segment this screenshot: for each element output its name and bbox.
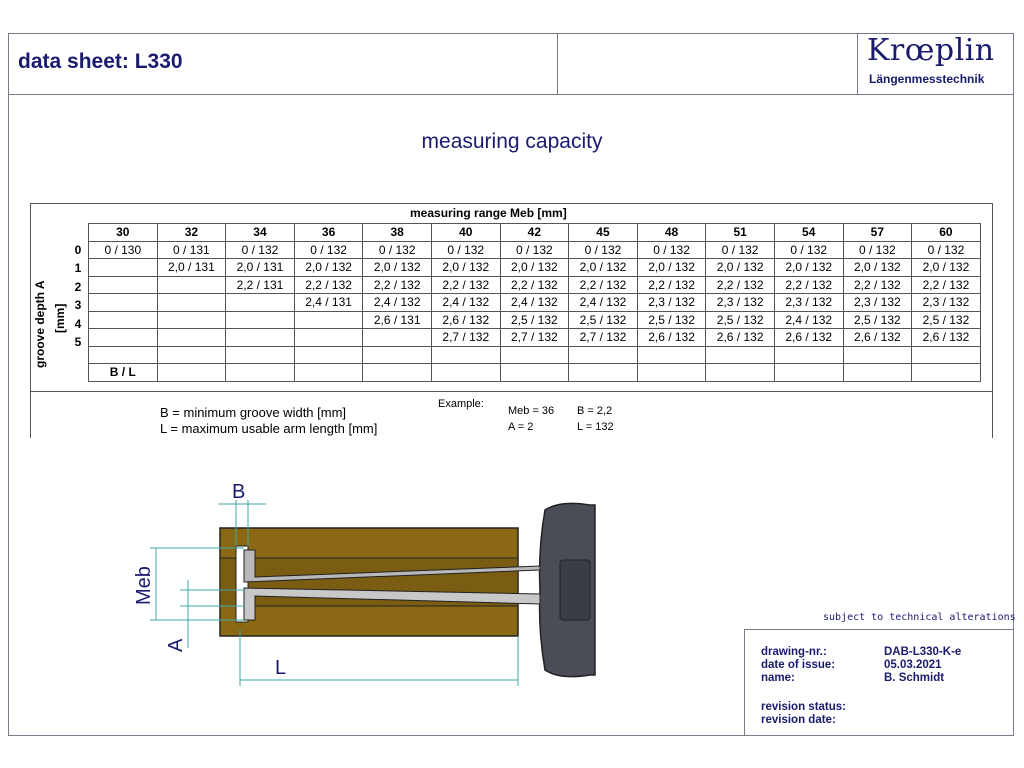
table-cell: 2,6 / 132 [706,329,775,347]
revision-date-label: revision date: [761,714,836,726]
table-cell: 0 / 132 [843,241,912,259]
table-row [89,364,981,382]
table-cell [706,364,775,382]
table-cell: 2,0 / 132 [912,259,981,277]
table-row [89,329,981,347]
issue-date: 05.03.2021 [884,659,942,671]
table-cell: 2,0 / 131 [157,259,226,277]
table-cell [89,329,158,347]
table-cell: 2,2 / 132 [843,276,912,294]
table-cell [89,346,158,364]
table-cell: 0 / 132 [363,241,432,259]
table-cell: 2,2 / 131 [226,276,295,294]
table-cell: 2,5 / 132 [912,311,981,329]
table-cell [226,294,295,312]
table-cell: 2,4 / 132 [569,294,638,312]
table-cell: 2,2 / 132 [500,276,569,294]
table-cell: 2,0 / 132 [363,259,432,277]
table-cell [569,346,638,364]
table-cell: 2,0 / 132 [637,259,706,277]
label-b: B [232,481,246,503]
table-cell: 2,0 / 132 [706,259,775,277]
column-header: 40 [431,224,500,242]
table-cell: 2,3 / 132 [843,294,912,312]
row-label [68,370,88,388]
example-b: B = 2,2 [577,405,613,417]
example-meb: Meb = 36 [508,405,555,417]
column-header: 34 [226,224,295,242]
table-cell: 0 / 132 [294,241,363,259]
name-label: name: [761,672,795,684]
legend-b: B = minimum groove width [mm] [160,405,347,420]
table-cell [431,346,500,364]
table-cell: 2,4 / 132 [774,311,843,329]
table-cell: 2,5 / 132 [843,311,912,329]
alterations-note: subject to technical alterations [823,612,1016,623]
row-label: 1 [74,261,82,276]
table-row [89,294,981,312]
table-cell [294,329,363,347]
example-label: Example: [438,398,484,410]
table-row [89,276,981,294]
table-cell: B / L [89,364,158,382]
header-divider [8,94,1014,95]
table-cell [157,364,226,382]
table-cell: 0 / 132 [569,241,638,259]
table-cell: 2,2 / 132 [294,276,363,294]
table-cell: 2,3 / 132 [637,294,706,312]
company-logo: Krœplin [867,33,995,68]
table-cell: 2,4 / 131 [294,294,363,312]
table-cell [912,346,981,364]
column-header: 42 [500,224,569,242]
table-cell: 2,2 / 132 [569,276,638,294]
table-cell [157,294,226,312]
table-cell: 2,0 / 132 [294,259,363,277]
row-label [68,351,88,369]
table-cell: 2,2 / 132 [912,276,981,294]
table-cell [431,364,500,382]
table-cell [637,364,706,382]
table-cell: 2,5 / 132 [500,311,569,329]
table-cell: 0 / 131 [157,241,226,259]
table-cell [706,346,775,364]
table-cell [569,364,638,382]
table-cell: 2,6 / 132 [431,311,500,329]
table-cell: 2,6 / 132 [774,329,843,347]
table-cell [774,364,843,382]
table-cell: 2,7 / 132 [500,329,569,347]
label-meb: Meb [133,566,155,605]
table-cell: 2,4 / 132 [431,294,500,312]
table-cell [89,276,158,294]
table-cell: 0 / 132 [226,241,295,259]
table-cell: 2,0 / 132 [500,259,569,277]
table-row [89,259,981,277]
table-cell: 2,7 / 132 [431,329,500,347]
column-header: 30 [89,224,158,242]
table-cell [912,364,981,382]
table-cell [157,329,226,347]
table-row [89,311,981,329]
table-cell [157,311,226,329]
column-header: 60 [912,224,981,242]
table-cell [226,346,295,364]
table-cell: 0 / 132 [912,241,981,259]
column-header: 36 [294,224,363,242]
table-cell: 2,4 / 132 [500,294,569,312]
page-title: data sheet: L330 [18,50,183,73]
row-label: 3 [74,298,82,313]
table-cell: 2,2 / 132 [706,276,775,294]
table-cell: 0 / 130 [89,241,158,259]
table-cell: 2,4 / 132 [363,294,432,312]
example-l: L = 132 [577,421,614,433]
table-cell [774,346,843,364]
table-cell: 0 / 132 [706,241,775,259]
table-cell: 2,0 / 132 [569,259,638,277]
table-cell: 2,0 / 132 [843,259,912,277]
table-cell [89,259,158,277]
header-split-2 [857,33,858,94]
table-cell: 2,5 / 132 [637,311,706,329]
table-cell: 0 / 132 [500,241,569,259]
range-label: measuring range Meb [mm] [410,206,567,220]
table-cell: 2,5 / 132 [569,311,638,329]
row-label: 5 [74,334,82,349]
column-header: 38 [363,224,432,242]
table-cell [500,346,569,364]
table-cell [226,311,295,329]
table-cell: 0 / 132 [431,241,500,259]
table-cell: 0 / 132 [637,241,706,259]
table-cell: 2,0 / 131 [226,259,295,277]
label-l: L [275,657,287,679]
table-cell: 2,7 / 132 [569,329,638,347]
table-cell [294,346,363,364]
author-name: B. Schmidt [884,672,945,684]
issue-label: date of issue: [761,659,836,671]
table-cell [157,346,226,364]
table-cell: 2,3 / 132 [774,294,843,312]
row-labels [68,241,88,388]
table-cell [89,311,158,329]
table-cell: 2,6 / 131 [363,311,432,329]
table-cell: 2,5 / 132 [706,311,775,329]
table-cell: 2,6 / 132 [637,329,706,347]
table-cell [637,346,706,364]
row-label: 2 [74,279,82,294]
table-cell [500,364,569,382]
table-cell [89,294,158,312]
table-cell [843,346,912,364]
table-cell [843,364,912,382]
drawing-nr-label: drawing-nr.: [761,646,827,658]
table-row [89,346,981,364]
row-label: 0 [74,243,82,257]
drawing-nr: DAB-L330-K-e [884,646,962,658]
table-cell: 2,3 / 132 [912,294,981,312]
label-a: A [165,638,187,652]
table-cell [226,364,295,382]
column-header: 51 [706,224,775,242]
groove-drawing [120,470,600,690]
table-cell [226,329,295,347]
column-header: 54 [774,224,843,242]
table-cell: 2,2 / 132 [431,276,500,294]
header-split-1 [557,33,558,94]
y-axis-unit: [mm] [53,303,67,333]
example-a: A = 2 [508,421,534,433]
capacity-table [88,223,981,382]
table-cell [363,329,432,347]
table-cell: 2,6 / 132 [843,329,912,347]
table-cell: 2,6 / 132 [912,329,981,347]
table-cell [294,364,363,382]
column-header: 45 [569,224,638,242]
table-cell: 2,2 / 132 [637,276,706,294]
table-cell [294,311,363,329]
table-cell [363,346,432,364]
table-cell: 2,0 / 132 [431,259,500,277]
table-cell: 2,2 / 132 [774,276,843,294]
table-cell [157,276,226,294]
company-subtitle: Längenmesstechnik [869,72,985,86]
table-bottom-line [30,391,993,392]
table-cell: 0 / 132 [774,241,843,259]
table-cell [363,364,432,382]
column-header: 57 [843,224,912,242]
gauge-panel [560,560,590,620]
revision-status-label: revision status: [761,701,846,713]
column-header: 32 [157,224,226,242]
table-cell: 2,2 / 132 [363,276,432,294]
section-heading: measuring capacity [421,130,603,153]
column-header: 48 [637,224,706,242]
y-axis-label: groove depth A [33,280,47,368]
row-label: 4 [74,316,82,331]
table-cell: 2,3 / 132 [706,294,775,312]
table-cell: 2,0 / 132 [774,259,843,277]
legend-l: L = maximum usable arm length [mm] [160,421,378,436]
table-row [89,241,981,259]
